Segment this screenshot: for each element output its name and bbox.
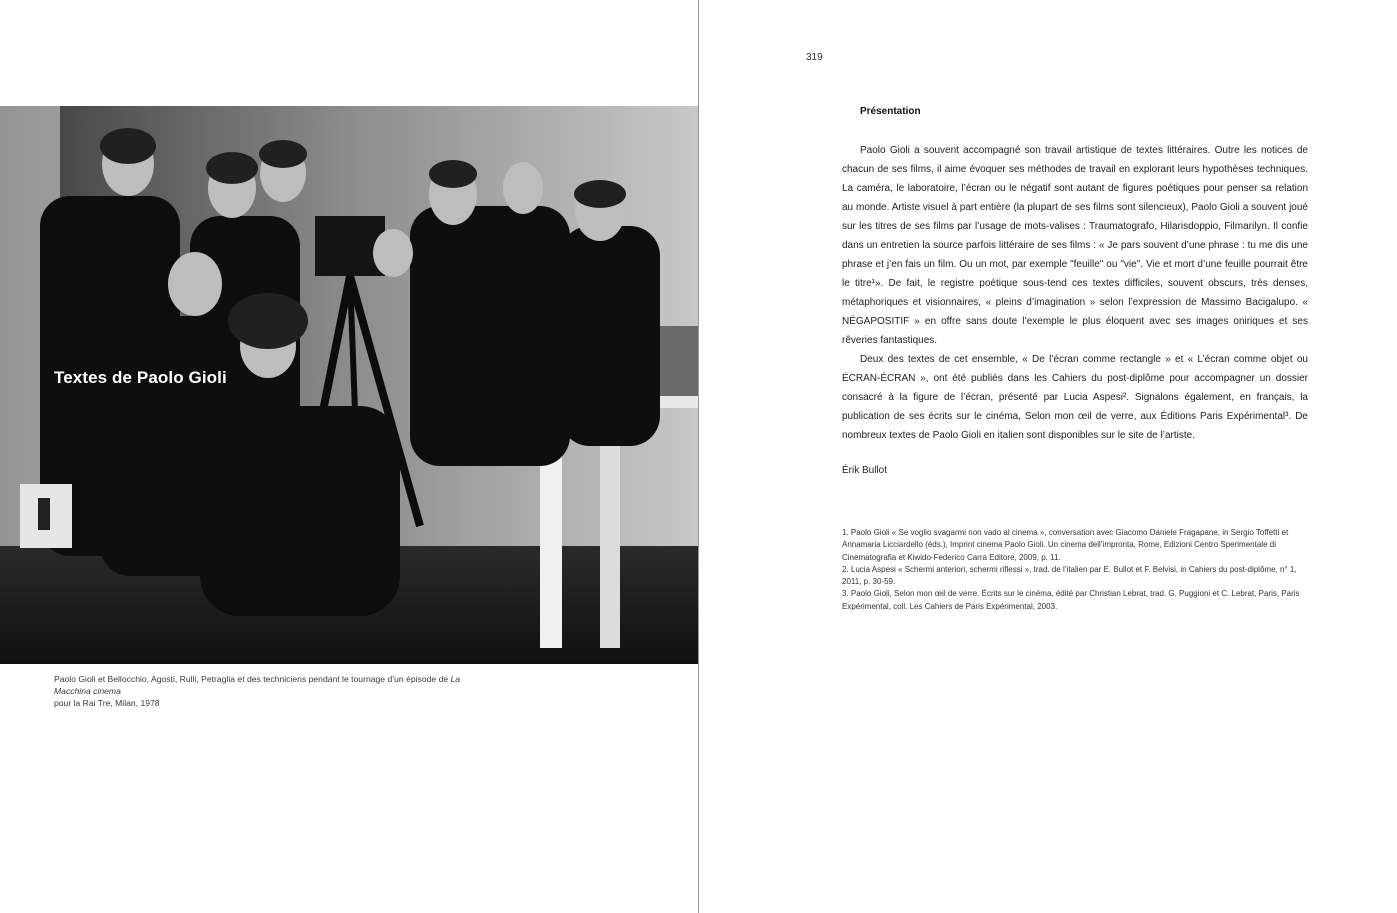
caption-italic-title: La Macchina cinema xyxy=(54,674,461,696)
footnote: 1. Paolo Gioli « Se voglio svagarmi non vado al cinema », conversation avec Giacomo Daniele Fragapane, in Sergio Toffetti et Annamaria Licciardello (éds.), Imprint cinema Paolo Gioli. Un cinema dell’impronta, Rome, Edizioni Centro Sperimentale di Cinematografia et Kiwido-Federico Carra Editore, 2009, p. 11. xyxy=(842,528,1289,562)
paragraph-2 xyxy=(842,350,1308,445)
footnote: 2. Lucia Aspesi « Schermi anteriori, schermi riflessi », trad. de l’italien par E. Bullot et F. Belvisi, in Cahiers du post-diplôme, n° 1, 2011, p. 30-59. xyxy=(842,564,1297,587)
paragraph-1-text: Paolo Gioli a souvent accompagné son travail artistique de textes littéraires. Outre les notices de chacun de ses films, il aime évoquer ses méthodes de travail en explorant leurs hypothèses techniques. La caméra, le laboratoire, l’écran ou le négatif sont autant de figures poétiques pour penser sa relation au monde. Artiste visuel à part entière (la plupart de ses films sont silencieux), Paolo Gioli a souvent joué sur les titres de ses films par l’usage de mots-valises : Traumatografo, Hilarisdoppio, Filmarilyn. Il confie dans un entretien la source parfois littéraire de ses films : « Je pars souvent d’une phrase : tu me dis une phrase et j’en fais un film. Ou un mot, par exemple "feuille" ou "vie". Vie et mort d’une feuille pourrait être le titre¹». De fait, le registre poétique sous-tend ces textes difficiles, souvent obscurs, très denses, métaphoriques et visionnaires, « pleins d’imagination » selon l’expression de Massimo Bacigalupo. « NÉGAPOSITIF » en offre sans doute l’exemple le plus éloquent avec ses images oniriques et ses rêveries fantastiques. xyxy=(842,145,1308,346)
author-signature: Érik Bullot xyxy=(842,465,888,476)
paragraph-1 xyxy=(842,141,1308,350)
caption-text: Paolo Gioli et Bellocchio, Agosti, Rulli, Petraglia et des techniciens pendant le tournage d’un épisode de xyxy=(54,674,451,684)
page-number: 319 xyxy=(806,52,823,63)
spread-gutter xyxy=(698,0,699,913)
section-heading: Présentation xyxy=(860,106,921,117)
paragraph-2-text: Deux des textes de cet ensemble, « De l’écran comme rectangle » et « L’écran comme objet ou ÉCRAN-ÉCRAN », ont été publiés dans les Cahiers du post-diplôme pour accompagner un dossier consacré à la figure de l’écran, présenté par Lucia Aspesi². Signalons également, en français, la publication de ses écrits sur le cinéma, Selon mon œil de verre, aux Éditions Paris Expérimental³. De nombreux textes de Paolo Gioli en italien sont disponibles sur le site de l’artiste. xyxy=(842,354,1308,441)
caption-text-line2: pour la Rai Tre, Milan, 1978 xyxy=(54,698,160,708)
section-title: Textes de Paolo Gioli xyxy=(54,368,227,387)
footnote: 3. Paolo Gioli, Selon mon œil de verre. Écrits sur le cinéma, édité par Christian Lebrat, trad. G. Puggioni et C. Lebrat, Paris, Paris Expérimental, coll. Les Cahiers de Paris Expérimental, 2003. xyxy=(842,589,1300,611)
photo-caption xyxy=(54,673,494,709)
footnotes xyxy=(842,527,1308,613)
